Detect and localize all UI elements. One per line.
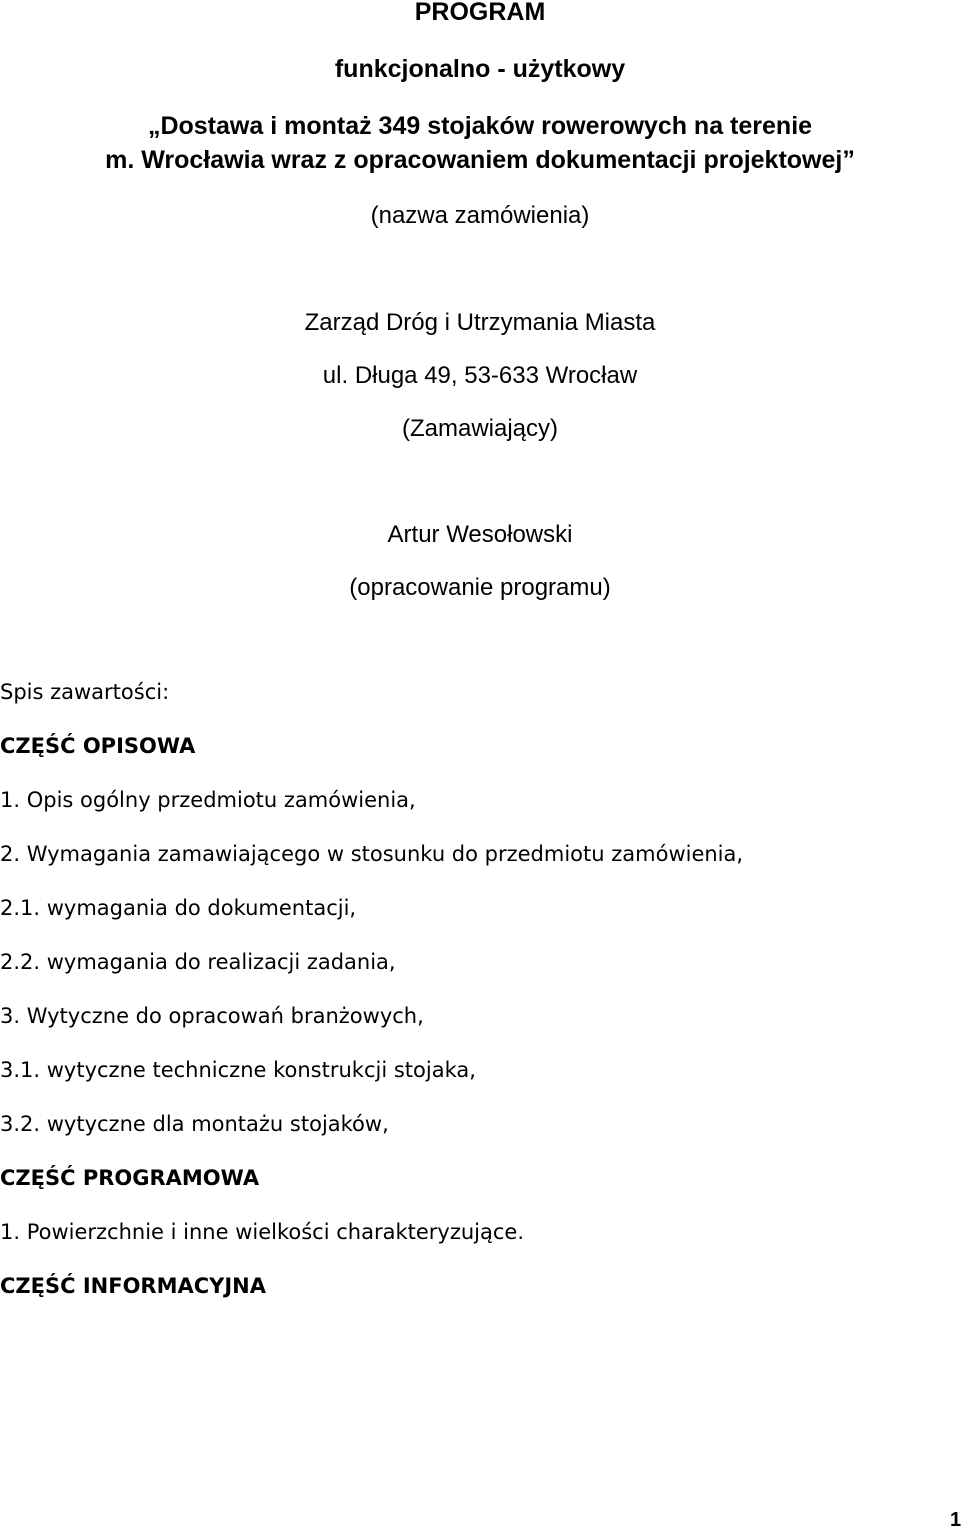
toc-section-opisowa: CZĘŚĆ OPISOWA xyxy=(0,734,196,758)
author-caption: (opracowanie programu) xyxy=(349,574,611,601)
document-subtitle: funkcjonalno - użytkowy xyxy=(334,55,626,83)
toc-item: 2.1. wymagania do dokumentacji, xyxy=(0,896,357,920)
toc-item: 2. Wymagania zamawiającego w stosunku do przedmiotu zamówienia, xyxy=(0,842,744,866)
toc-item: 3.1. wytyczne techniczne konstrukcji stojaka, xyxy=(0,1058,476,1082)
page-number: 1 xyxy=(950,1509,961,1531)
author-name: Artur Wesołowski xyxy=(387,521,573,548)
toc-item: 1. Powierzchnie i inne wielkości charakteryzujące. xyxy=(0,1220,525,1244)
document-title: PROGRAM xyxy=(414,0,546,26)
toc-heading: Spis zawartości: xyxy=(0,680,170,704)
toc-item: 1. Opis ogólny przedmiotu zamówienia, xyxy=(0,788,416,812)
toc-section-programowa: CZĘŚĆ PROGRAMOWA xyxy=(0,1166,260,1190)
client-address: ul. Długa 49, 53-633 Wrocław xyxy=(322,362,638,389)
client-caption: (Zamawiający) xyxy=(401,415,559,442)
order-name-caption: (nazwa zamówienia) xyxy=(370,202,590,229)
toc-item: 3. Wytyczne do opracowań branżowych, xyxy=(0,1004,424,1028)
toc-item: 2.2. wymagania do realizacji zadania, xyxy=(0,950,396,974)
order-name-line-1: „Dostawa i montaż 349 stojaków rowerowych na terenie xyxy=(147,112,813,140)
client-name: Zarząd Dróg i Utrzymania Miasta xyxy=(304,309,656,336)
toc-section-informacyjna: CZĘŚĆ INFORMACYJNA xyxy=(0,1274,266,1298)
order-name-line-2: m. Wrocławia wraz z opracowaniem dokumentacji projektowej” xyxy=(105,146,855,174)
toc-item: 3.2. wytyczne dla montażu stojaków, xyxy=(0,1112,389,1136)
